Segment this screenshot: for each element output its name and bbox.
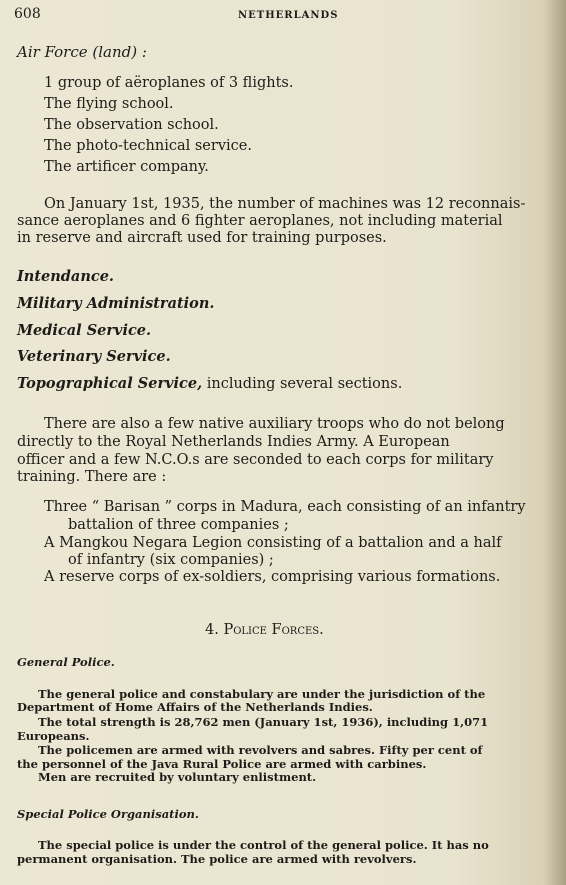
paragraph-line: training. There are : <box>17 469 167 485</box>
paragraph-line: Department of Home Affairs of the Netherlands Indies. <box>17 700 373 714</box>
section-title: 4. Police Forces. <box>205 622 324 638</box>
service-heading: Military Administration. <box>17 295 215 312</box>
list-item: 1 group of aëroplanes of 3 flights. <box>44 75 294 91</box>
page-number: 608 <box>14 6 41 22</box>
paragraph-line: The total strength is 28,762 men (January 1st, 1936), including 1,071 <box>38 715 489 729</box>
service-line <box>17 375 402 392</box>
paragraph-line: The policemen are armed with revolvers and sabres. Fifty per cent of <box>38 743 483 757</box>
paragraph-line: in reserve and aircraft used for training purposes. <box>17 230 387 246</box>
paragraph-line: On January 1st, 1935, the number of machines was 12 reconnais- <box>44 196 526 212</box>
subsection-heading: General Police. <box>17 655 115 669</box>
list-item: The flying school. <box>44 96 174 112</box>
list-item: A reserve corps of ex-soldiers, comprising various formations. <box>44 569 501 585</box>
list-item: Three “ Barisan ” corps in Madura, each consisting of an infantry <box>44 499 526 515</box>
service-heading: Veterinary Service. <box>17 348 171 365</box>
service-heading: Intendance. <box>17 268 114 285</box>
list-item: The photo-technical service. <box>44 138 252 154</box>
paragraph-line: permanent organisation. The police are armed with revolvers. <box>17 852 417 866</box>
list-item: The artificer company. <box>44 159 209 175</box>
paragraph-line: directly to the Royal Netherlands Indies Army. A European <box>17 434 450 450</box>
service-note: including several sections. <box>202 376 403 392</box>
air-force-heading: Air Force (land) : <box>17 43 147 61</box>
paragraph-line: Men are recruited by voluntary enlistment. <box>38 770 317 784</box>
list-item: A Mangkou Negara Legion consisting of a battalion and a half <box>44 535 502 551</box>
service-heading: Medical Service. <box>17 322 152 339</box>
list-item: The observation school. <box>44 117 219 133</box>
paragraph-line: the personnel of the Java Rural Police are armed with carbines. <box>17 757 427 771</box>
running-title: NETHERLANDS <box>238 10 339 21</box>
subsection-heading: Special Police Organisation. <box>17 807 199 821</box>
list-item: battalion of three companies ; <box>68 517 289 533</box>
paragraph-line: officer and a few N.C.O.s are seconded to each corps for military <box>17 452 494 468</box>
paragraph-line: Europeans. <box>17 729 90 743</box>
paragraph-line: There are also a few native auxiliary troops who do not belong <box>44 416 505 432</box>
paragraph-line: sance aeroplanes and 6 fighter aeroplanes, not including material <box>17 213 503 229</box>
list-item: of infantry (six companies) ; <box>68 552 274 568</box>
service-heading: Topographical Service, <box>17 375 203 392</box>
paragraph-line: The special police is under the control of the general police. It has no <box>38 838 489 852</box>
paragraph-line: The general police and constabulary are under the jurisdiction of the <box>38 687 486 701</box>
